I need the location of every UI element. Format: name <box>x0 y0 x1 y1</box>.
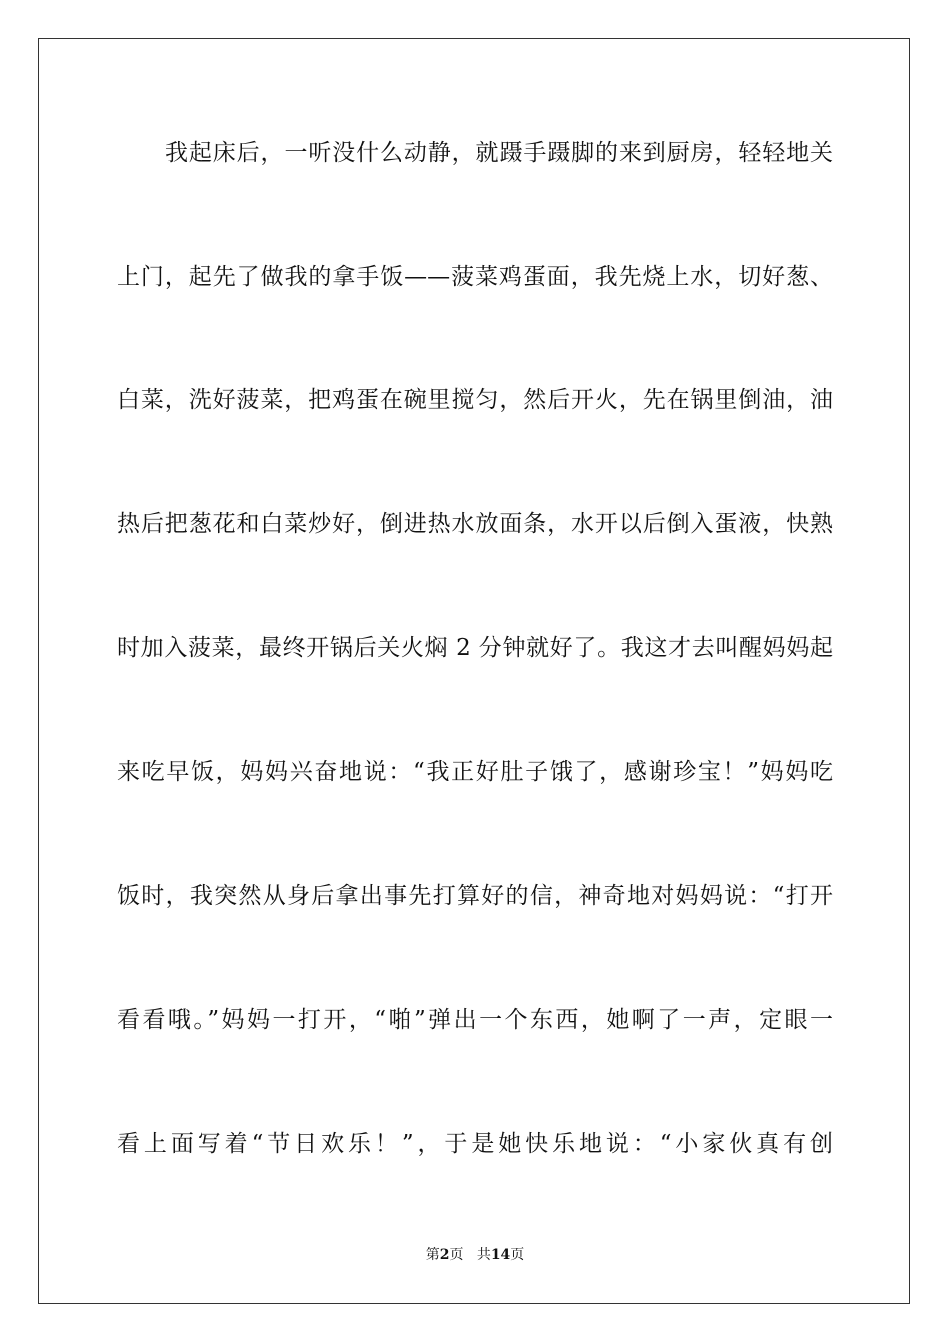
paragraph-line-6: 来吃早饭，妈妈兴奋地说：“我正好肚子饿了，感谢珍宝！”妈妈吃 <box>117 759 833 785</box>
paragraph-line-8: 看看哦。”妈妈一打开，“啪”弹出一个东西，她啊了一声，定眼一 <box>117 1007 833 1033</box>
paragraph-line-4: 热后把葱花和白菜炒好，倒进热水放面条，水开以后倒入蛋液，快熟 <box>117 511 833 537</box>
paragraph-line-1: 我起床后，一听没什么动静，就蹑手蹑脚的来到厨房，轻轻地关 <box>165 140 833 166</box>
page-prefix: 第 <box>425 1247 440 1263</box>
paragraph-line-2: 上门，起先了做我的拿手饭——菠菜鸡蛋面，我先烧上水，切好葱、 <box>117 264 833 290</box>
total-pages: 14 <box>490 1247 511 1263</box>
total-prefix: 共 <box>476 1247 491 1263</box>
page-number: 2 <box>439 1247 450 1263</box>
total-suffix: 页 <box>510 1247 525 1263</box>
paragraph-line-7: 饭时，我突然从身后拿出事先打算好的信，神奇地对妈妈说：“打开 <box>117 883 833 909</box>
page-suffix: 页 <box>449 1247 464 1263</box>
paragraph-line-5: 时加入菠菜，最终开锅后关火焖 2 分钟就好了。我这才去叫醒妈妈起 <box>117 635 833 661</box>
page-footer <box>0 1246 950 1264</box>
paragraph-line-9: 看上面写着“节日欢乐！”，于是她快乐地说：“小家伙真有创 <box>117 1131 833 1157</box>
paragraph-line-3: 白菜，洗好菠菜，把鸡蛋在碗里搅匀，然后开火，先在锅里倒油，油 <box>117 387 833 413</box>
page-frame <box>38 38 910 1304</box>
